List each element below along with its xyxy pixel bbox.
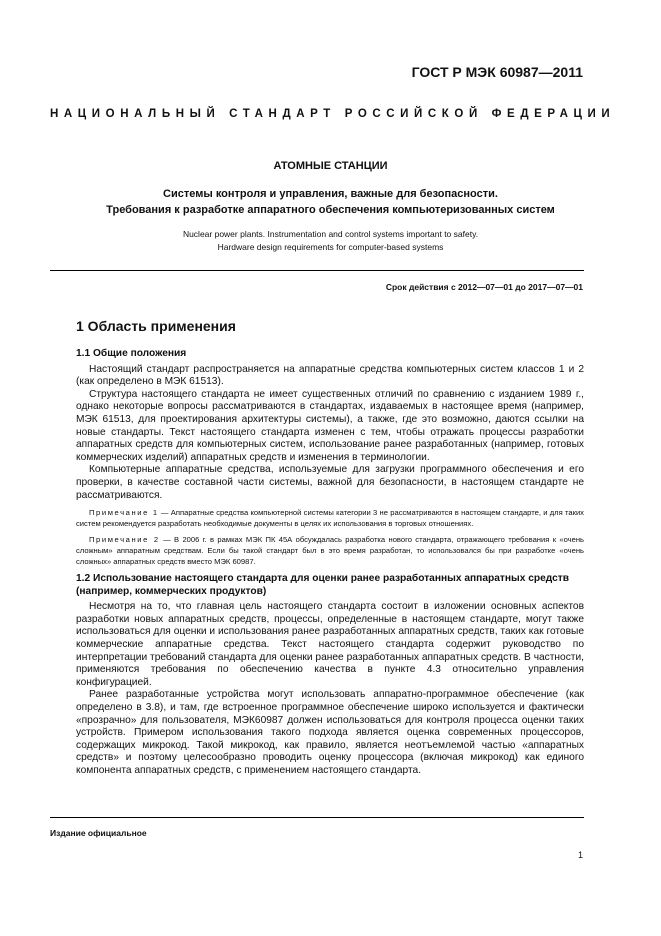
note-2-text: — В 2006 г. в рамках МЭК ПК 45А обсуждалась разработка нового стандарта, отражающего требования к «очень сложным» аппаратным средствам. Если бы такой стандарт был в это время разработан, то использовался бы при разработке «очень сложных» аппаратных средств вместо МЭК 60987. (76, 535, 584, 566)
footer-divider (50, 817, 584, 818)
english-title (30, 228, 631, 253)
subsection-1-2-title: 1.2 Использование настоящего стандарта для оценки ранее разработанных аппаратных средств (например, коммерческих продуктов) (76, 573, 570, 597)
document-title: АТОМНЫЕ СТАНЦИИ (273, 160, 388, 172)
note-1-text: — Аппаратные средства компьютерной системы категории 3 не рассматриваются в настоящем стандарте, и для таких систем рекомендуется разработать необходимые документы в целях их использования в торговых отношениях. (76, 508, 584, 528)
header-divider (50, 270, 584, 271)
note-2-lead: Примечание 2 (89, 535, 160, 545)
validity-period: Срок действия с 2012—07—01 до 2017—07—01 (385, 282, 583, 292)
page-number: 1 (577, 850, 583, 860)
paragraph: Ранее разработанные устройства могут использовать аппаратно-программное обеспечение (как определено в 3.8), и там, где встроенное программное обеспечение широко используется и фактически «прозрачно» для пользователя, МЭК60987 должен использоваться для контроля процесса оценки таких устройств. Примером использования такого подхода является оценка современных процессоров, содержащих микрокод. Такой микрокод, как правило, является неотъемлемой частью «аппаратных средств» и поэтому целесообразно проводить оценку процессора (включая микрокод) как единого компонента аппаратных средств, с применением настоящего стандарта. (76, 689, 584, 776)
national-standard-banner: НАЦИОНАЛЬНЫЙ СТАНДАРТ РОССИЙСКОЙ ФЕДЕРАЦИИ (50, 108, 616, 120)
subtitle-line-2: Требования к разработке аппаратного обеспечения компьютеризованных систем (106, 204, 555, 216)
paragraph: Компьютерные аппаратные средства, используемые для загрузки программного обеспечения и его проверки, в качестве составной части системы, важной для безопасности, в настоящем стандарте не рассматриваются. (76, 464, 584, 501)
note-1-lead: Примечание 1 (89, 508, 159, 518)
paragraph: Структура настоящего стандарта не имеет существенных отличий по сравнению с изданием 1989 г., однако некоторые вопросы рассматриваются в стандартах, издаваемых в настоящее время (например, МЭК 61513, для проектирования архитектуры системы), а также, где это возможно, даются ссылки на новые стандарты. Текст настоящего стандарта изменен с тем, чтобы отражать процессы разработки аппаратных средств для компьютерных систем, использование ранее разработанных (например, готовых коммерческих изделий) аппаратных средств и изменения в терминологии. (76, 388, 584, 463)
document-id: ГОСТ Р МЭК 60987—2011 (411, 64, 583, 80)
document-subtitle (30, 186, 631, 218)
note-2 (76, 535, 584, 567)
note-1 (76, 508, 584, 529)
subtitle-line-1: Системы контроля и управления, важные для безопасности. (163, 188, 498, 200)
section-content (76, 348, 584, 778)
section-title: 1 Область применения (76, 318, 236, 334)
english-title-line-2: Hardware design requirements for computer-based systems (217, 241, 444, 252)
paragraph: Настоящий стандарт распространяется на аппаратные средства компьютерных систем классов 1 и 2 (как определено в МЭК 61513). (76, 363, 584, 388)
paragraph: Несмотря на то, что главная цель настоящего стандарта состоит в изложении основных аспектов разработки новых аппаратных средств, процессы, определенные в настоящем стандарте, могут также использоваться для оценки и использования ранее разработанных аппаратных средств, таких как готовые коммерческие аппаратные средства. Текст настоящего стандарта содержит руководство по интерпретации требований стандарта для оценки ранее разработанных аппаратных средств. В частности, применяются требования по обеспечению качества в пункте 4.3 относительно управления конфигурацией. (76, 601, 584, 688)
official-edition-label: Издание официальное (50, 828, 147, 838)
subsection-1-1-title: 1.1 Общие положения (76, 348, 187, 359)
english-title-line-1: Nuclear power plants. Instrumentation and control systems important to safety. (182, 229, 479, 239)
